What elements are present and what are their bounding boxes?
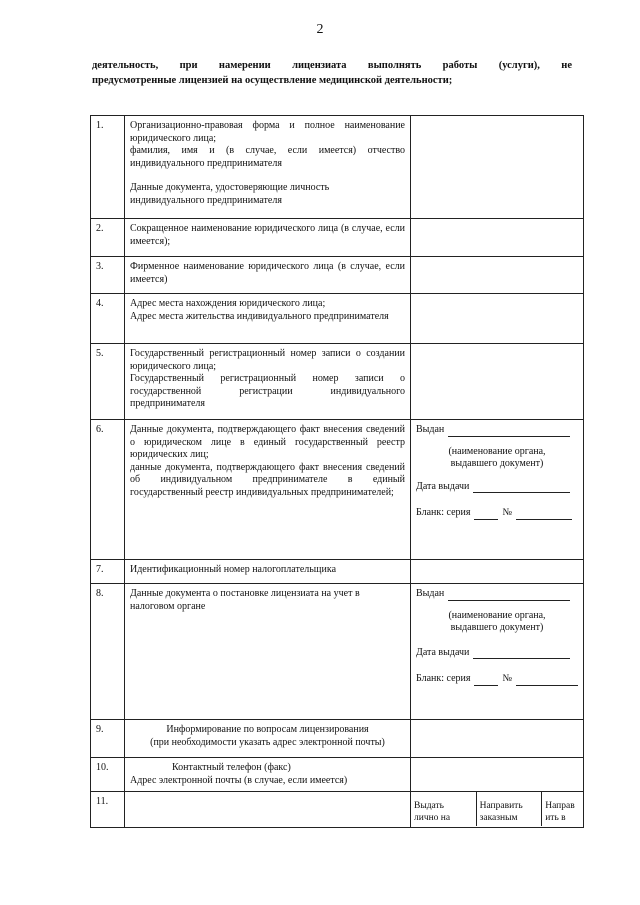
row-description bbox=[125, 116, 411, 219]
number-label: № bbox=[502, 673, 513, 685]
option-text: лично на bbox=[414, 813, 451, 824]
issue-date-label: Дата выдачи bbox=[416, 480, 470, 492]
delivery-options bbox=[411, 792, 583, 826]
row-text: Данные документа, удостоверяющие личность индивидуального предпринимателя bbox=[130, 182, 330, 206]
note-line: выдавшего документ) bbox=[450, 622, 544, 634]
intro-line-1 bbox=[92, 58, 572, 73]
issue-date-line[interactable] bbox=[473, 648, 570, 659]
number-line[interactable] bbox=[516, 675, 578, 686]
row-number: 10. bbox=[91, 758, 125, 792]
form-series-field[interactable] bbox=[416, 673, 578, 686]
intro-paragraph bbox=[92, 58, 572, 88]
table-row bbox=[91, 257, 584, 294]
intro-line-2: предусмотренные лицензией на осуществление медицинской деятельности; bbox=[92, 75, 453, 86]
row-text: фамилия, имя и (в случае, если имеется) отчество индивидуального предпринимателя bbox=[130, 145, 405, 169]
row-description bbox=[125, 219, 411, 257]
row-number: 4. bbox=[91, 294, 125, 344]
row-value-cell[interactable] bbox=[411, 116, 584, 219]
table-row bbox=[91, 420, 584, 560]
intro-word: выполнять bbox=[367, 60, 422, 71]
authority-note bbox=[416, 446, 578, 471]
row-description bbox=[125, 560, 411, 584]
row-value-cell[interactable] bbox=[411, 219, 584, 257]
row-text: Адрес места нахождения юридического лица; bbox=[130, 298, 326, 309]
delivery-options-cell bbox=[411, 792, 584, 828]
table-row bbox=[91, 219, 584, 257]
row-number: 9. bbox=[91, 720, 125, 758]
issued-label: Выдан bbox=[416, 588, 445, 599]
row-number: 3. bbox=[91, 257, 125, 294]
row-text: Идентификационный номер налогоплательщика bbox=[130, 564, 337, 575]
table-row bbox=[91, 560, 584, 584]
table-row bbox=[91, 720, 584, 758]
form-series-field[interactable] bbox=[416, 507, 578, 520]
row-text: Сокращенное наименование юридического лица (в случае, если имеется); bbox=[130, 223, 405, 247]
page-number: 2 bbox=[316, 22, 324, 37]
option-text: заказным bbox=[479, 813, 518, 824]
issued-by-line[interactable] bbox=[448, 426, 570, 437]
row-description bbox=[125, 792, 411, 828]
row-text: Государственный регистрационный номер записи о государственной регистрации индивидуального предпринимателя bbox=[130, 373, 405, 410]
row-number: 8. bbox=[91, 584, 125, 720]
row-text: Организационно-правовая форма и полное наименование юридического лица; bbox=[130, 120, 405, 144]
issued-document-cell bbox=[411, 584, 584, 720]
note-line: выдавшего документ) bbox=[450, 458, 544, 470]
intro-word: не bbox=[561, 60, 572, 71]
issue-date-field[interactable] bbox=[416, 481, 578, 494]
issued-by-line[interactable] bbox=[448, 590, 570, 601]
delivery-option-in-person[interactable] bbox=[411, 792, 477, 826]
table-row bbox=[91, 584, 584, 720]
issue-date-line[interactable] bbox=[473, 482, 570, 493]
row-value-cell[interactable] bbox=[411, 344, 584, 420]
series-line[interactable] bbox=[474, 509, 498, 520]
option-text: Направить bbox=[479, 801, 523, 812]
table-row bbox=[91, 116, 584, 219]
row-description bbox=[125, 420, 411, 560]
row-description bbox=[125, 758, 411, 792]
issued-by-field[interactable] bbox=[416, 424, 578, 437]
issued-document-cell bbox=[411, 420, 584, 560]
series-line[interactable] bbox=[474, 675, 498, 686]
row-number: 5. bbox=[91, 344, 125, 420]
row-value-cell[interactable] bbox=[411, 758, 584, 792]
row-description bbox=[125, 720, 411, 758]
row-value-cell[interactable] bbox=[411, 720, 584, 758]
option-text: Выдать bbox=[414, 801, 445, 812]
table-row bbox=[91, 344, 584, 420]
authority-note bbox=[416, 610, 578, 635]
table-row bbox=[91, 758, 584, 792]
intro-word: намерении bbox=[218, 60, 271, 71]
delivery-option-registered-mail[interactable] bbox=[477, 792, 543, 826]
row-text: Контактный телефон (факс) bbox=[172, 762, 291, 773]
row-text: Государственный регистрационный номер записи о создании юридического лица; bbox=[130, 348, 405, 372]
row-number: 2. bbox=[91, 219, 125, 257]
row-description bbox=[125, 344, 411, 420]
intro-word: деятельность, bbox=[92, 60, 159, 71]
issue-date-label: Дата выдачи bbox=[416, 646, 470, 658]
row-description bbox=[125, 584, 411, 720]
row-text: (при необходимости указать адрес электронной почты) bbox=[150, 736, 385, 748]
option-text: Направ bbox=[545, 801, 575, 812]
row-number: 11. bbox=[91, 792, 125, 828]
intro-word: лицензиата bbox=[292, 60, 347, 71]
row-value-cell[interactable] bbox=[411, 560, 584, 584]
row-description bbox=[125, 294, 411, 344]
intro-word: работы bbox=[442, 60, 478, 71]
delivery-option-send[interactable] bbox=[542, 792, 583, 826]
license-form-table bbox=[90, 115, 584, 828]
note-line: (наименование органа, bbox=[448, 609, 546, 621]
row-number: 6. bbox=[91, 420, 125, 560]
series-label: Бланк: серия bbox=[416, 507, 471, 519]
issued-label: Выдан bbox=[416, 424, 445, 435]
row-text: Данные документа, подтверждающего факт внесения сведений о юридическом лице в единый государственный реестр юридических лиц; bbox=[130, 424, 405, 461]
option-text: ить в bbox=[545, 813, 566, 824]
table-row bbox=[91, 792, 584, 828]
row-text: Адрес места жительства индивидуального предпринимателя bbox=[130, 310, 389, 322]
row-text: Фирменное наименование юридического лица (в случае, если имеется) bbox=[130, 261, 405, 285]
row-text: данные документа, подтверждающего факт внесения сведений об индивидуальном предпринимателе в единый государственный реестр индивидуальных предпринимателей; bbox=[130, 461, 405, 498]
row-description bbox=[125, 257, 411, 294]
issue-date-field[interactable] bbox=[416, 647, 578, 660]
intro-word: (услуги), bbox=[498, 60, 540, 71]
row-text: Информирование по вопросам лицензирования bbox=[166, 724, 369, 735]
issued-by-field[interactable] bbox=[416, 588, 578, 601]
intro-word: при bbox=[179, 60, 198, 71]
number-line[interactable] bbox=[516, 509, 572, 520]
note-line: (наименование органа, bbox=[448, 445, 546, 457]
row-number: 7. bbox=[91, 560, 125, 584]
number-label: № bbox=[502, 507, 513, 519]
row-text: Данные документа о постановке лицензиата на учет в налоговом органе bbox=[130, 588, 360, 612]
row-number: 1. bbox=[91, 116, 125, 219]
table-row bbox=[91, 294, 584, 344]
row-value-cell[interactable] bbox=[411, 294, 584, 344]
row-value-cell[interactable] bbox=[411, 257, 584, 294]
series-label: Бланк: серия bbox=[416, 673, 471, 685]
row-text: Адрес электронной почты (в случае, если имеется) bbox=[130, 774, 348, 786]
